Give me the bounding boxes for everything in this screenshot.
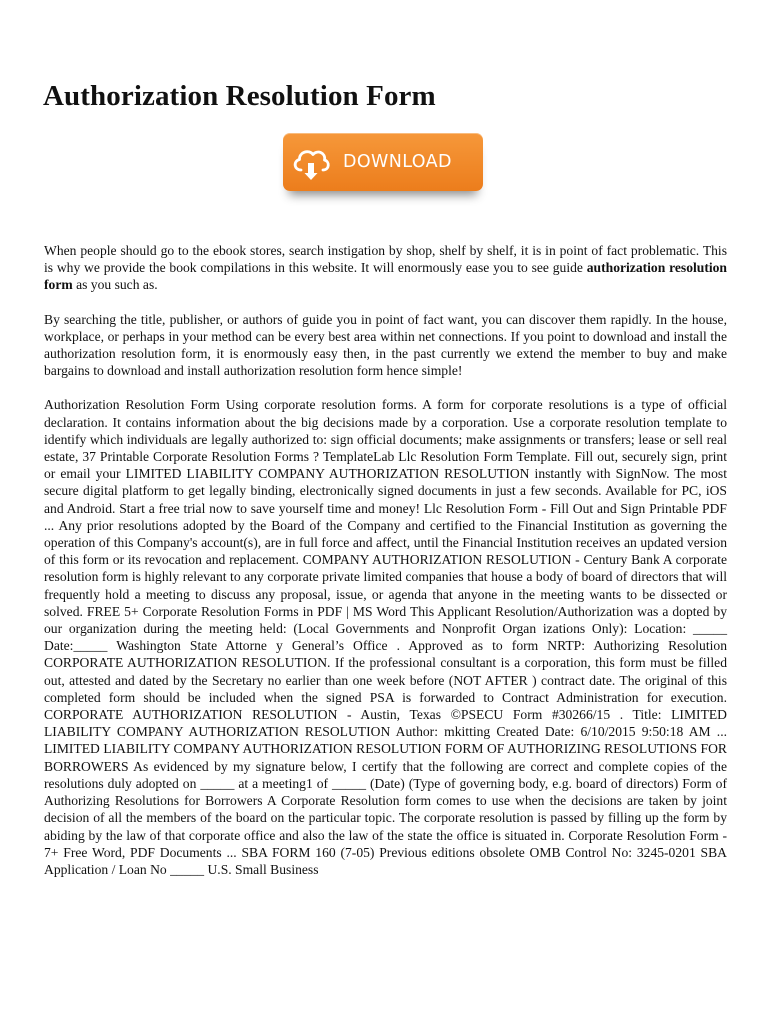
keyword-text: authorization resolution form	[44, 260, 727, 293]
cloud-download-icon	[289, 140, 333, 184]
download-button[interactable]	[283, 133, 483, 191]
intro-paragraph	[44, 242, 727, 294]
content-paragraph: Authorization Resolution Form Using corporate resolution forms. A form for corporate resolutions is a type of official declaration. It contains information about the big decisions made by a corporation. Use a corporate resolution template to identify which individuals are legally authorized to: sign official documents; make assignments or transfers; lease or sell real estate, 37 Printable Corporate Resolution Forms ? TemplateLab Llc Resolution Form Template. Fill out, securely sign, print or email your LIMITED LIABILITY COMPANY AUTHORIZATION RESOLUTION instantly with SignNow. The most secure digital platform to get legally binding, electronically signed documents in just a few seconds. Available for PC, iOS and Android. Start a free trial now to save yourself time and money! Llc Resolution Form - Fill Out and Sign Printable PDF ... Any prior resolutions adopted by the Board of the Company and certified to the Financial Institution as governing the operation of this Company's account(s), are in full force and affect, until the Financial Institution receives an updated version of this form or its revocation and replacement. COMPANY AUTHORIZATION RESOLUTION - Century Bank A corporate resolution form is highly relevant to any corporate private limited companies that house a body of board of directors that will frequently hold a meeting to discuss any proposal, issue, or agenda that anyone in the meeting wants to be dissected or solved. FREE 5+ Corporate Resolution Forms in PDF | MS Word This Applicant Resolution/Authorization was a dopted by our organization during the meeting held: (Local Governments and Nonprofit Organ izations Only): Location: _____ Date:_____ Washington State Attorne y General’s Office . Approved as to form NRTP: Authorizing Resolution CORPORATE AUTHORIZATION RESOLUTION. If the professional consultant is a corporation, this form must be filled out, attested and dated by the Secretary no earlier than one week before (NOT AFTER ) contract date. The original of this completed form should be included when the signed PSA is forwarded to Contract Administration for execution. CORPORATE AUTHORIZATION RESOLUTION - Austin, Texas ©PSECU Form #30266/15 . Title: LIMITED LIABILITY COMPANY AUTHORIZATION RESOLUTION Author: mkitting Created Date: 6/10/2015 9:50:18 AM ... LIMITED LIABILITY COMPANY AUTHORIZATION RESOLUTION FORM OF AUTHORIZING RESOLUTIONS FOR BORROWERS As evidenced by my signature below, I certify that the following are correct and complete copies of the resolutions duly adopted on _____ at a meeting1 of _____ (Date) (Type of governing body, e.g. board of directors) Form of Authorizing Resolutions for Borrowers A Corporate Resolution form comes to use when the decisions are taken by joint decision of all the members of the board on the particular topic. The corporate resolution is passed by filling up the form by abiding by the law of that corporate office and also the law of the state the office is situated in. Corporate Resolution Form - 7+ Free Word, PDF Documents ... SBA FORM 160 (7-05) Previous editions obsolete OMB Control No: 3245-0201 SBA Application / Loan No _____ U.S. Small Business	[44, 397, 727, 877]
page-title: Authorization Resolution Form	[43, 80, 436, 112]
document-body	[44, 242, 727, 895]
intro-text-end: as you such as.	[72, 277, 158, 293]
intro-text: When people should go to the ebook stores, search instigation by shop, shelf by shelf, it is in point of fact problematic. This is why we provide the book compilations in this website. It will enormously ease you to see guide	[44, 243, 727, 276]
search-paragraph: By searching the title, publisher, or authors of guide you in point of fact want, you can discover them rapidly. In the house, workplace, or perhaps in your method can be every best area within net connections. If you point to download and install the authorization resolution form, it is enormously easy then, in the past currently we extend the member to buy and make bargains to download and install authorization resolution form hence simple!	[44, 311, 727, 379]
download-label: DOWNLOAD	[343, 152, 452, 172]
